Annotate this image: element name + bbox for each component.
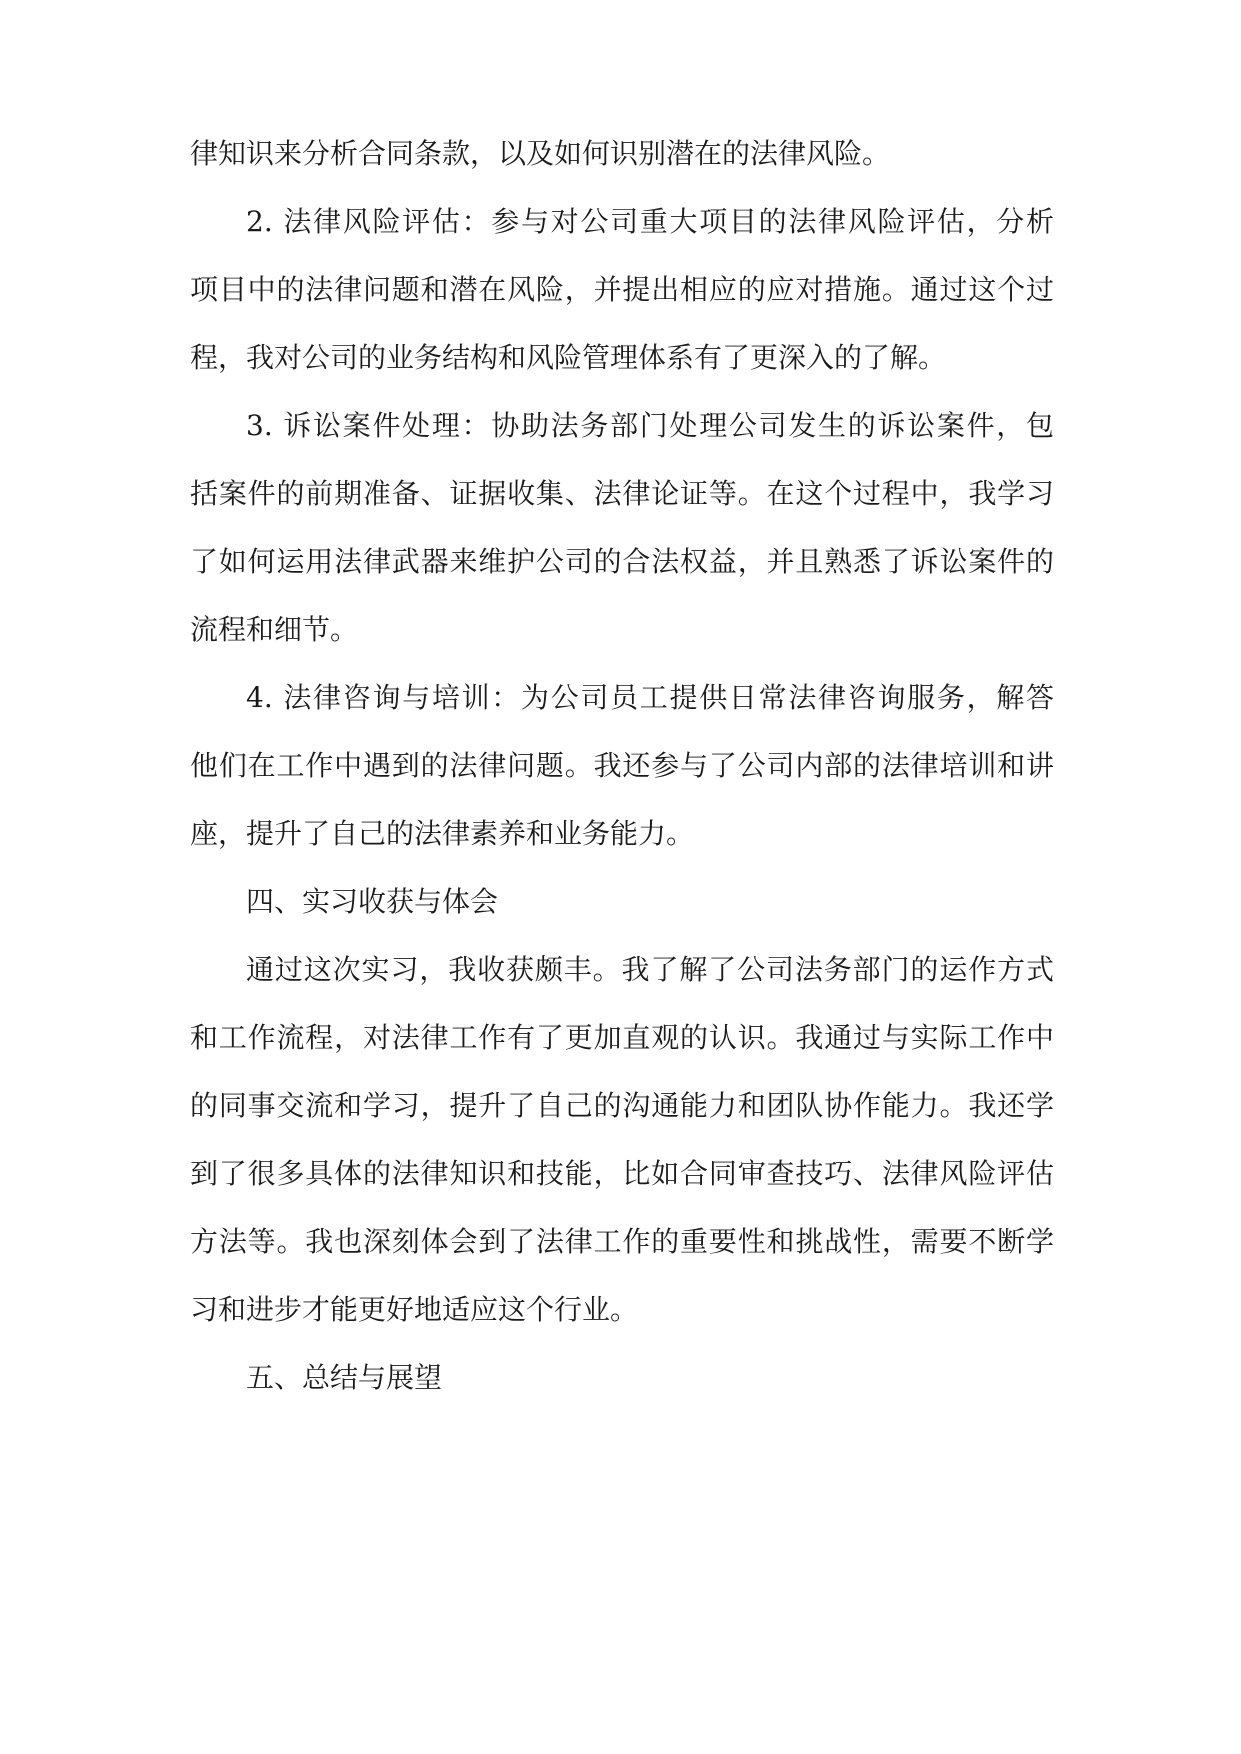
section-heading: 五、总结与展望 <box>246 1361 443 1394</box>
text-line: 项目中的法律问题和潜在风险，并提出相应的应对措施。通过这个过 <box>190 273 1054 306</box>
text-line: 括案件的前期准备、证据收集、法律论证等。在这个过程中，我学习 <box>190 477 1054 510</box>
list-item-line: 4. 法律咨询与培训：为公司员工提供日常法律咨询服务，解答 <box>246 681 1054 714</box>
text-line: 流程和细节。 <box>190 613 359 646</box>
text-line: 方法等。我也深刻体会到了法律工作的重要性和挑战性，需要不断学 <box>190 1225 1054 1258</box>
text-line: 了如何运用法律武器来维护公司的合法权益，并且熟悉了诉讼案件的 <box>190 545 1054 578</box>
text-line: 和工作流程，对法律工作有了更加直观的认识。我通过与实际工作中 <box>190 1021 1054 1054</box>
text-line: 程，我对公司的业务结构和风险管理体系有了更深入的了解。 <box>190 341 947 374</box>
text-line: 他们在工作中遇到的法律问题。我还参与了公司内部的法律培训和讲 <box>190 749 1054 782</box>
text-line: 的同事交流和学习，提升了自己的沟通能力和团队协作能力。我还学 <box>190 1089 1054 1122</box>
text-line: 座，提升了自己的法律素养和业务能力。 <box>190 817 695 850</box>
list-item-line: 2. 法律风险评估：参与对公司重大项目的法律风险评估，分析 <box>246 205 1054 238</box>
section-heading: 四、实习收获与体会 <box>246 885 499 918</box>
text-line: 习和进步才能更好地适应这个行业。 <box>190 1293 639 1326</box>
text-line: 律知识来分析合同条款，以及如何识别潜在的法律风险。 <box>190 137 891 170</box>
text-line: 到了很多具体的法律知识和技能，比如合同审查技巧、法律风险评估 <box>190 1157 1054 1190</box>
paragraph-first-line: 通过这次实习，我收获颇丰。我了解了公司法务部门的运作方式 <box>246 953 1054 986</box>
list-item-line: 3. 诉讼案件处理：协助法务部门处理公司发生的诉讼案件，包 <box>246 409 1054 442</box>
